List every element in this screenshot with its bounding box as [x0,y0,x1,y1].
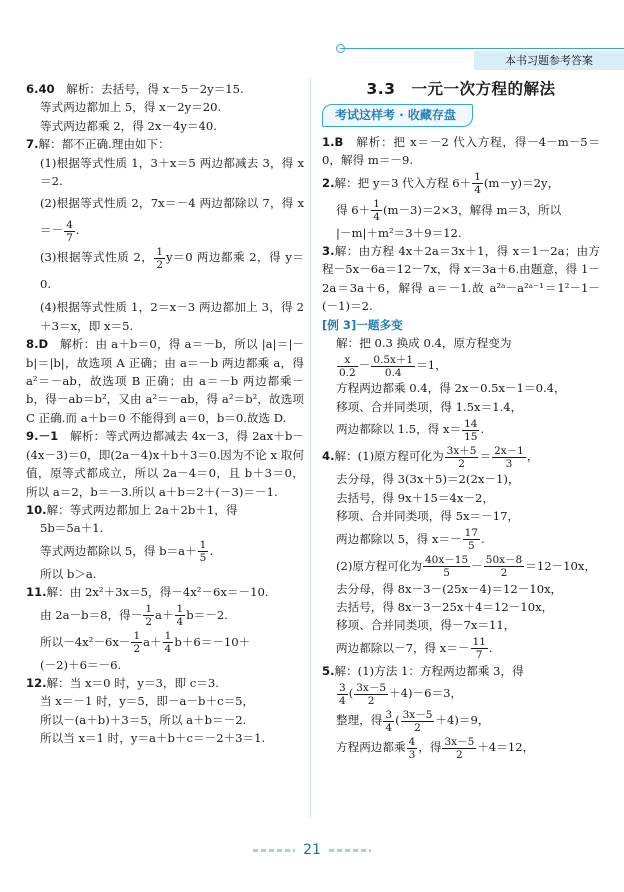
text-run: 两边都除以 1.5，得 x＝ [336,422,462,437]
text-run: 所以当 x＝1 时，y＝a＋b＋c＝－2＋3＝1. [40,731,266,746]
text-run: B [334,134,344,149]
text-run: (3)根据等式性质 2， [40,250,154,265]
text-run: 由 2a－b＝8，得－ [40,607,143,622]
text-run: (2)根据等式性质 2，7x＝－4 两边都除以 7，得 x＝－ [40,196,304,238]
text-run: 0.5x＋1 [373,353,414,366]
text-run: 0.4 [384,366,402,379]
text-run: 去括号，得 9x＋15＝4x－2， [336,490,494,505]
fraction [354,682,388,707]
fraction [463,527,480,552]
text-run: ＋4)＝9， [435,713,490,728]
text-run: 11. [26,585,47,600]
text-run: 4 [408,735,416,748]
text-run [26,244,304,298]
fraction [492,445,526,470]
text-run: 方程两边都乘 0.4，得 2x－0.5x－1＝0.4， [336,381,566,396]
text-run [26,674,304,692]
fraction [337,682,348,707]
text-run: 解：当 x＝0 时，y＝3，即 c＝3. [46,675,219,690]
text-run: 解：把 y＝3 代入方程 6＋ [334,175,472,190]
answer-r4 [322,443,600,661]
text-run: 2 [367,694,375,707]
text-run: 4 [373,211,380,224]
header-tab: 本书习题参考答案 [474,51,624,70]
section-banner: 考试这样考 · 收藏存盘 [322,104,473,126]
answer-11 [26,583,304,674]
text-run: 4 [385,721,393,734]
fraction [198,539,209,564]
text-run: ＋4)－6＝3， [389,686,463,701]
section-title: 3.3 一元一次方程的解法 [366,80,556,98]
text-run: 2 [458,457,465,470]
fraction [471,636,488,661]
text-run: y＝0 两边都乘 2，得 y＝0. [40,250,304,292]
text-run: 等式两边都除以 5，得 b＝a＋ [40,543,197,558]
header-rule [340,48,624,49]
text-run: 9. [26,429,39,444]
text-run [322,242,600,316]
text-run [26,135,304,153]
text-run: 8. [26,337,39,352]
text-run: . [75,223,80,238]
text-run: ( [348,686,354,701]
text-run: 解析：由 a＋b＝0，得 a＝－b，所以 |a|＝|－b|＝|b|，故选项 A 正确；由 a＝－b 两边都乘 a，得 a²＝－ab，故选项 B 正确；由 a＝－b 两边都乘－b，得－ab＝b²，又由 a²＝－ab，得 a²＝b²，故选项 C 正确.而 a＋b＝0 不能得到 a＝0，b＝0.故选 D. [26,337,304,425]
text-run: 所以－4x²－6x－ [40,634,131,649]
text-run: 2 [456,748,463,761]
text-run [322,443,600,470]
text-run: 4 [176,616,184,629]
text-run: 1 [373,198,380,211]
text-run: 1. [322,134,335,149]
text-run: －1 [38,429,59,444]
fraction [371,354,415,379]
fraction [484,554,524,579]
text-run: 3x－5 [402,708,433,721]
text-run [26,583,304,601]
text-run: 整理，得 [336,713,383,728]
text-run: 所以 b＞a. [40,566,97,581]
text-run: |－m|＋m²＝3＋9＝12. [336,225,462,240]
text-run: 5b＝5a＋1. [40,521,104,536]
text-run [26,80,304,98]
column-divider [310,78,311,818]
page-number: 21 [303,842,321,858]
text-run: 2 [156,258,164,271]
text-run: 解：等式两边都加上 2a＋2b＋1，得 [46,502,238,517]
text-run: ，得 [418,740,442,755]
text-run [322,316,600,334]
text-run: 3x－5 [356,681,387,694]
text-run: b＋6＝－10＋ [174,634,251,649]
text-run: － [471,558,483,573]
text-run: ， [526,449,539,464]
text-run: 解：由 2x²＋3x＝5，得－4x²－6x＝－10. [46,585,269,600]
text-run: ( [395,713,400,728]
answer-r1 [322,133,600,170]
text-run [322,133,600,170]
fraction [383,709,394,734]
text-run [26,335,304,427]
text-run: (4)根据等式性质 1，2＝x－3 两边都加上 3，得 2＋3＝x，即 x＝5. [40,300,304,333]
text-run: 2. [322,175,335,190]
text-run: 5. [322,663,335,678]
text-run: 4. [322,449,335,464]
text-run: 2 [145,616,153,629]
text-run [322,416,600,443]
fraction [407,736,418,761]
text-run: 17 [464,527,479,539]
text-run: (1)根据等式性质 1，3＋x＝5 两边都减去 3，得 x＝2. [40,155,304,189]
text-run: 两边都除以－7，得 x＝－ [336,640,470,655]
fraction [175,603,186,628]
text-run: 去分母，得 8x－3－(25x－4)＝12－10x， [336,581,563,596]
text-run: ＝12－10x， [525,558,597,573]
answer-12 [26,674,304,748]
text-run: 1 [199,539,207,552]
text-run: a＋ [143,634,162,649]
text-run: b＝－2. [186,607,228,622]
text-run: 40x－15 [425,554,469,566]
text-run: 3 [339,681,346,694]
page-number-footer [0,842,624,858]
text-run [26,190,304,244]
example-3 [322,316,600,444]
fraction [154,246,165,271]
text-run: 等式两边都加上 5，得 x－2y＝20. [40,100,222,115]
text-run: 当 x＝－1 时，y＝5，即－a－b＋c＝5， [40,694,255,709]
fraction [131,630,142,655]
footer-decor-right [329,849,371,852]
fraction [442,736,476,761]
text-run: 1 [133,630,141,643]
text-run: 40 [38,82,55,96]
text-run: 2 [414,721,421,734]
text-run: 4 [339,694,346,707]
text-run: x [337,354,358,367]
text-run: D [38,337,49,352]
text-run: 3 [505,457,513,470]
fraction [64,219,75,244]
text-run: 去分母，得 3(3x＋5)＝2(2x－1)， [336,472,520,487]
fraction [423,554,470,579]
text-run: (－2)＋6＝－6. [40,657,122,672]
text-run: 2 [133,643,141,656]
text-run: 解析：去括号，得 x－5－2y＝15. [66,82,244,96]
text-run: (m－y)＝2y， [483,175,560,190]
text-run: 0.2 [339,366,356,379]
text-run: 5 [443,567,450,579]
text-run: (m－3)＝2×3，解得 m＝3，所以 [382,202,562,217]
answer-6 [26,80,304,135]
text-run [322,526,600,553]
text-run: 等式两边都乘 2，得 2x－4y＝40. [40,118,217,133]
text-run: . [481,531,485,546]
text-run: . [480,422,485,437]
text-run: 解析：把 x＝－2 代入方程，得－4－m－5＝0，解得 m＝－9. [322,134,600,168]
text-run: 4 [164,643,172,656]
text-run: 7. [26,137,39,152]
text-run: 7 [66,231,73,244]
text-run: 5 [467,540,475,552]
text-run: 解：由方程 4x＋2a＝3x＋1，得 x＝1－2a；由方程－5x－6a＝12－7x，得 x＝3a＋6.由题意，得 1－2a＝3a＋6，解得 a＝－1.故 a²ᵃ－a²ᵃ⁻¹＝1²－1－(－1)＝2. [322,244,600,314]
text-run: 3x－5 [444,735,475,748]
fraction [401,709,435,734]
text-run: 2 [500,567,508,579]
text-run: 解：(1)原方程可化为 [334,449,444,464]
text-run: 解析：等式两边都减去 4x－3，得 2ax＋b－(4x－3)＝0，即(2a－4)x＋b＋3＝0.因为不论 x 取何值，原等式都成立，所以 2a－4＝0，且 b＋3＝0，所以 a＝2，b＝－3.所以 a＋b＝2＋(－3)＝－1. [26,429,304,499]
text-run: 4 [66,218,73,231]
text-run: 得 6＋ [336,202,371,217]
text-run: 7 [475,649,483,662]
fraction [462,418,479,443]
text-run: 方程两边都乘 [336,740,406,755]
text-run: ＋4＝12， [477,740,535,755]
text-run: 12. [26,675,47,690]
text-run: ＝ [479,449,492,464]
text-run: 解：把 0.3 换成 0.4，原方程变为 [336,336,512,351]
text-run: . [209,543,213,558]
text-run [322,662,600,680]
text-run: 1 [164,630,172,643]
text-run [322,707,600,734]
text-run [26,538,304,565]
text-run: 1 [474,171,481,184]
text-run: 4 [474,184,481,197]
text-run: 去括号，得 8x－3－25x＋4＝12－10x， [336,599,554,614]
text-run: 移项、合并同类项，得－7x＝11， [336,618,516,633]
text-run: 6. [26,82,39,96]
text-run [322,170,600,197]
text-run: 移项、合并同类项，得 5x＝－17， [336,509,520,524]
text-run [322,197,600,224]
example-tag: [例 3]一题多变 [322,317,403,332]
text-run [322,680,600,707]
text-run: . [488,640,493,655]
text-run: 两边都除以 5，得 x＝－ [336,531,462,546]
text-run: (2)原方程可化为 [336,558,422,573]
answer-9 [26,427,304,501]
text-run: 50x－8 [485,554,523,566]
fraction [371,198,382,223]
answer-7 [26,135,304,335]
text-run: 1 [176,603,184,616]
text-run: 解：都不正确.理由如下： [38,137,170,152]
text-run [322,352,600,379]
text-run: 10. [26,502,47,517]
answer-8 [26,335,304,427]
text-run: 15 [464,430,478,443]
text-run [26,427,304,501]
fraction [143,603,154,628]
answer-10 [26,501,304,583]
text-run: 1 [145,603,153,616]
text-run [26,501,304,519]
answer-r2 [322,170,600,242]
right-column [322,80,600,761]
text-run: 3x＋5 [446,444,477,457]
fraction [163,630,174,655]
text-run: 1 [156,245,164,258]
text-run [322,635,600,662]
text-run: － [358,358,371,373]
text-run: 3. [322,244,335,259]
text-run: 解：(1)方法 1：方程两边都乘 3，得 [334,663,524,678]
footer-decor-left [253,849,295,852]
text-run: 14 [464,417,478,430]
text-run [322,734,600,761]
answer-r5 [322,662,600,761]
text-run: 3 [385,708,393,721]
text-run: 5 [199,552,207,565]
text-run: a＋ [155,607,174,622]
text-run: 3 [408,748,416,761]
fraction [337,354,358,379]
left-column [26,80,304,748]
fraction [445,445,479,470]
text-run: 移项、合并同类项，得 1.5x＝1.4， [336,399,523,414]
text-run [322,553,600,580]
fraction [472,171,483,196]
text-run [26,602,304,629]
text-run [26,629,304,656]
text-run: 2x－1 [494,444,524,457]
text-run: 所以－(a＋b)＋3＝5，所以 a＋b＝－2. [40,712,247,727]
answer-r3 [322,242,600,316]
text-run: ＝1， [416,358,447,373]
text-run: 11 [472,636,486,649]
